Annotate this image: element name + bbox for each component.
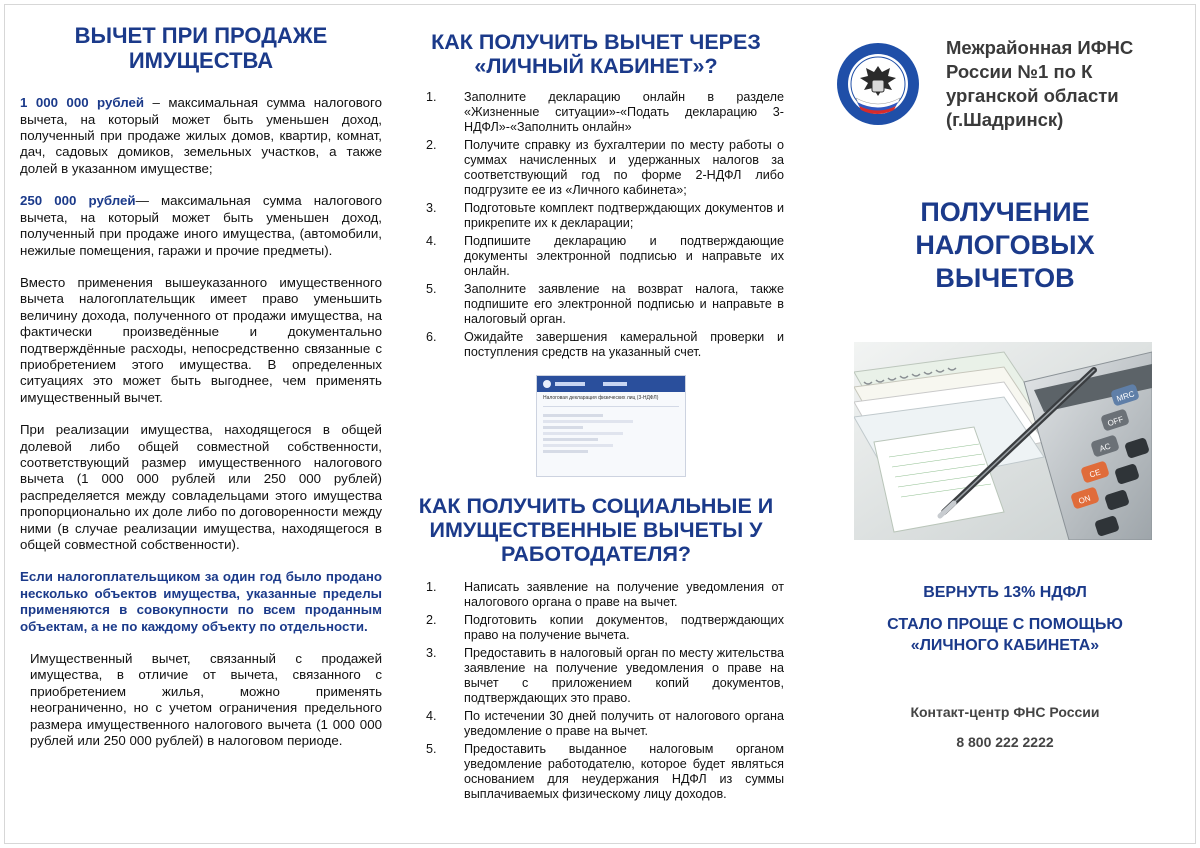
calculator-photo (854, 342, 1152, 540)
brochure-title: ПОЛУЧЕНИЕ НАЛОГОВЫХ ВЫЧЕТОВ (915, 197, 1095, 293)
svg-text:AC: AC (1098, 441, 1112, 454)
left-column (20, 0, 382, 848)
list-item: 5. Заполните заявление на возврат налога, также подпишите его электронной подписью и направьте в налоговый орган. (426, 282, 784, 327)
employer-steps-list (408, 580, 784, 802)
right-column (820, 0, 1190, 848)
fns-emblem-icon (836, 42, 920, 126)
list-item: 1. Заполните декларацию онлайн в разделе «Жизненные ситуации»-«Подать декларацию 3-НДФЛ»-«Заполнить онлайн» (426, 90, 784, 135)
middle-column (408, 0, 784, 848)
list-item: 2. Получите справку из бухгалтерии по месту работы о суммах начисленных и удержанных налогов за соответствующий год по форме 2-НДФЛ либо подгрузите ее из «Личного кабинета»; (426, 138, 784, 198)
list-item: 1. Написать заявление на получение уведомления от налогового органа о праве на вычет. (426, 580, 784, 609)
paragraph-unlimited: Имущественный вычет, связанный с продажей имущества, в отличие от вычета, связанного с приобретением жилья, можно применять неограниченно, но с учетом ограничения предельного размера имущественного налогового вычета (1 000 000 рублей или 250 000 рублей) в налоговом периоде. (30, 651, 382, 749)
svg-text:ON: ON (1077, 493, 1092, 506)
cabinet-steps-list (408, 90, 784, 360)
paragraph-expenses: Вместо применения вышеуказанного имущественного вычета налогоплательщик имеет право уменьшить величину дохода, полученного от продажи имущества, на фактически произведённые и документально подтверждённые расходы, непосредственно связанные с приобретением этого имущества. В определенных ситуациях это может быть выгоднее, чем применять имущественный вычет. (20, 274, 382, 405)
contact-center-label: Контакт-центр ФНС России (910, 704, 1100, 720)
list-item: 4. По истечении 30 дней получить от налогового органа уведомление о праве на вычет. (426, 709, 784, 738)
list-item: 6. Ожидайте завершения камеральной проверки и поступления средств на указанный счет. (426, 330, 784, 360)
org-name: Межрайонная ИФНС России №1 по К урганской области (г.Шадринск) (946, 37, 1134, 130)
amount-1mln: 1 000 000 рублей (20, 95, 145, 111)
declaration-screenshot (536, 375, 686, 477)
contact-center-phone: 8 800 222 2222 (956, 734, 1054, 750)
paragraph-amount-250k: 250 000 рублей— максимальная сумма налогового вычета, на который может быть уменьшен доход, полученный при продаже иного имущества, (автомобили, нежилые помещения, гаражи и прочие предметы). (20, 193, 382, 258)
slogan-cabinet: СТАЛО ПРОЩЕ С ПОМОЩЬЮ «ЛИЧНОГО КАБИНЕТА» (887, 616, 1123, 654)
paragraph-shared-property: При реализации имущества, находящегося в общей долевой либо общей совместной собственности, соответствующий размер имущественного налогового вычета (1 000 000 рублей или 250 000 рублей) распределяется между совладельцами этого имущества пропорционально их доле либо по договоренности между ними (в случае реализации имущества, находящегося в общей совместной собственности). (20, 422, 382, 552)
list-item: 4. Подпишите декларацию и подтверждающие документы электронной подписью и направьте их онлайн. (426, 234, 784, 279)
list-item: 2. Подготовить копии документов, подтверждающих право на получение вычета. (426, 613, 784, 642)
amount-250k: 250 000 рублей (20, 193, 136, 209)
org-header (836, 34, 1176, 144)
left-title: ВЫЧЕТ ПРИ ПРОДАЖЕ ИМУЩЕСТВА (74, 23, 328, 73)
paragraph-multiple-objects: Если налогоплательщиком за один год было продано несколько объектов имущества, указанные пределы применяются в совокупности по всем проданным объектам, а не по каждому объекту по отдельности. (20, 569, 382, 634)
svg-text:OFF: OFF (1106, 414, 1125, 429)
slogan-refund: ВЕРНУТЬ 13% НДФЛ (923, 584, 1087, 601)
list-item: 5. Предоставить выданное налоговым органом уведомление работодателю, которое будет являться основанием для неудержания НДФЛ из суммы выплачиваемых физическому лицу доходов. (426, 742, 784, 801)
calculator-notebook-illustration (854, 342, 1152, 540)
svg-text:CE: CE (1088, 467, 1102, 480)
middle-title-cabinet: КАК ПОЛУЧИТЬ ВЫЧЕТ ЧЕРЕЗ «ЛИЧНЫЙ КАБИНЕТ»? (431, 30, 761, 79)
list-item: 3. Предоставить в налоговый орган по месту жительства заявление на получение уведомления о праве на вычет с приложением копий документов, подтверждающих это право. (426, 646, 784, 705)
list-item: 3. Подготовьте комплект подтверждающих документов и прикрепите их к декларации; (426, 201, 784, 231)
svg-text:MRC: MRC (1115, 389, 1136, 404)
screenshot-heading: Налоговая декларация физических лиц (3-НДФЛ) (543, 395, 659, 401)
paragraph-amount-1mln: 1 000 000 рублей – максимальная сумма налогового вычета, на который может быть уменьшен доход, полученный при продаже жилых домов, квартир, комнат, дач, садовых домиков, земельных участков, а также долей в указанном имуществе; (20, 95, 382, 176)
middle-title-employer: КАК ПОЛУЧИТЬ СОЦИАЛЬНЫЕ И ИМУЩЕСТВЕННЫЕ ВЫЧЕТЫ У РАБОТОДАТЕЛЯ? (418, 494, 774, 567)
